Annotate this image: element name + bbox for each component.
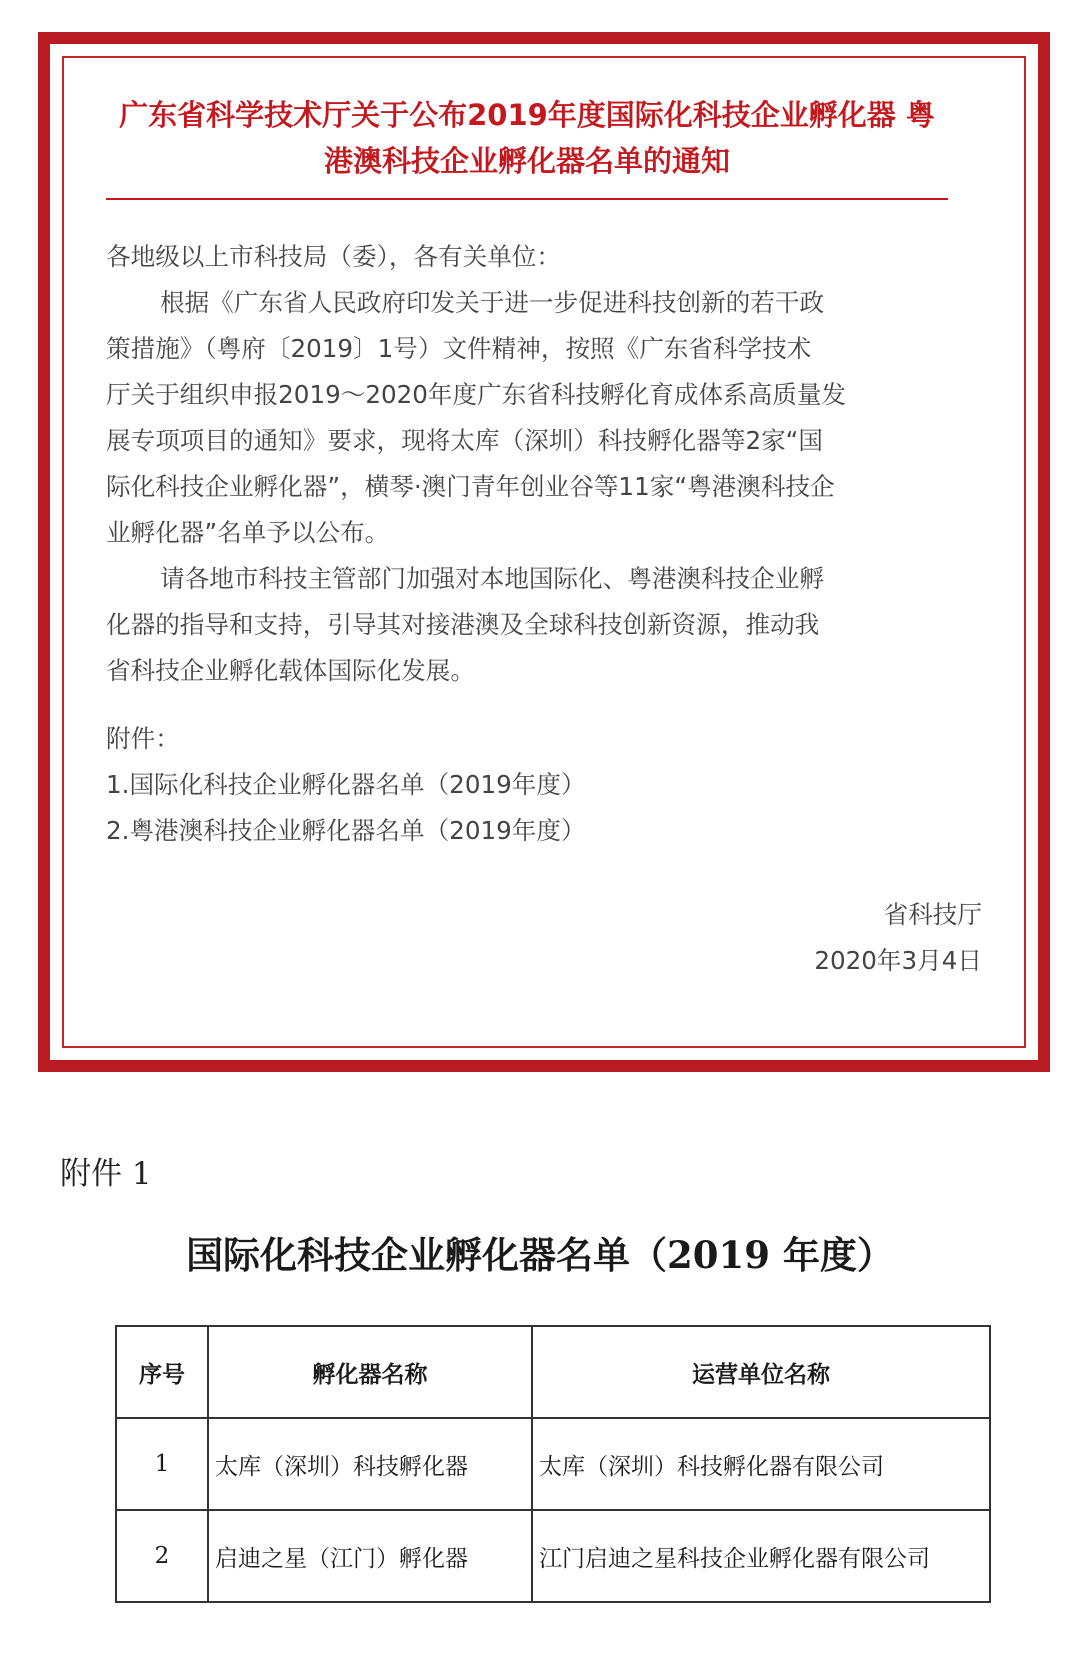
header-operator-name: 运营单位名称 (532, 1326, 990, 1418)
paragraph-2-line: 化器的指导和支持，引导其对接港澳及全球科技创新资源，推动我 (106, 610, 820, 639)
incubator-table (115, 1325, 991, 1603)
table-row (116, 1418, 990, 1510)
table-row (116, 1510, 990, 1602)
attachment-link-2[interactable]: 2.粤港澳科技企业孵化器名单（2019年度） (106, 816, 586, 845)
operator-name: 江门启迪之星科技企业孵化器有限公司 (532, 1510, 990, 1602)
paragraph-2-line: 请各地市科技主管部门加强对本地国际化、粤港澳科技企业孵 (160, 564, 825, 593)
operator-name: 太库（深圳）科技孵化器有限公司 (532, 1418, 990, 1510)
list-title: 国际化科技企业孵化器名单（2019 年度） (186, 1233, 894, 1277)
header-index: 序号 (116, 1326, 208, 1418)
header-incubator-name: 孵化器名称 (208, 1326, 532, 1418)
paragraph-1-line: 根据《广东省人民政府印发关于进一步促进科技创新的若干政 (160, 288, 825, 317)
row-index: 2 (116, 1510, 208, 1602)
paragraph-1-line: 策措施》（粤府〔2019〕1号）文件精神，按照《广东省科学技术 (106, 334, 812, 363)
paragraph-1-line: 业孵化器”名单予以公布。 (106, 518, 390, 547)
paragraph-1 (106, 280, 948, 556)
paragraph-2-line: 省科技企业孵化载体国际化发展。 (106, 656, 475, 685)
paragraph-2 (106, 556, 948, 694)
signer: 省科技厅 (883, 900, 982, 929)
paragraph-1-line: 厅关于组织申报2019～2020年度广东省科技孵化育成体系高质量发 (106, 380, 847, 409)
salutation: 各地级以上市科技局（委），各有关单位： (106, 242, 561, 271)
notice-frame (38, 32, 1050, 1072)
table-header-row (116, 1326, 990, 1418)
paragraph-1-line: 展专项项目的通知》要求，现将太库（深圳）科技孵化器等2家“国 (106, 426, 824, 455)
attachment-label: 附件 1 (60, 1156, 152, 1192)
attachments-heading: 附件： (106, 724, 180, 753)
row-index: 1 (116, 1418, 208, 1510)
attachment-link-1[interactable]: 1.国际化科技企业孵化器名单（2019年度） (106, 770, 586, 799)
incubator-name: 太库（深圳）科技孵化器 (208, 1418, 532, 1510)
notice-title: 广东省科学技术厅关于公布2019年度国际化科技企业孵化器 粤港澳科技企业孵化器名单的通知 (119, 98, 935, 178)
title-divider (106, 198, 948, 200)
paragraph-1-line: 际化科技企业孵化器”，横琴·澳门青年创业谷等11家“粤港澳科技企 (106, 472, 835, 501)
incubator-name: 启迪之星（江门）孵化器 (208, 1510, 532, 1602)
date: 2020年3月4日 (814, 946, 982, 975)
